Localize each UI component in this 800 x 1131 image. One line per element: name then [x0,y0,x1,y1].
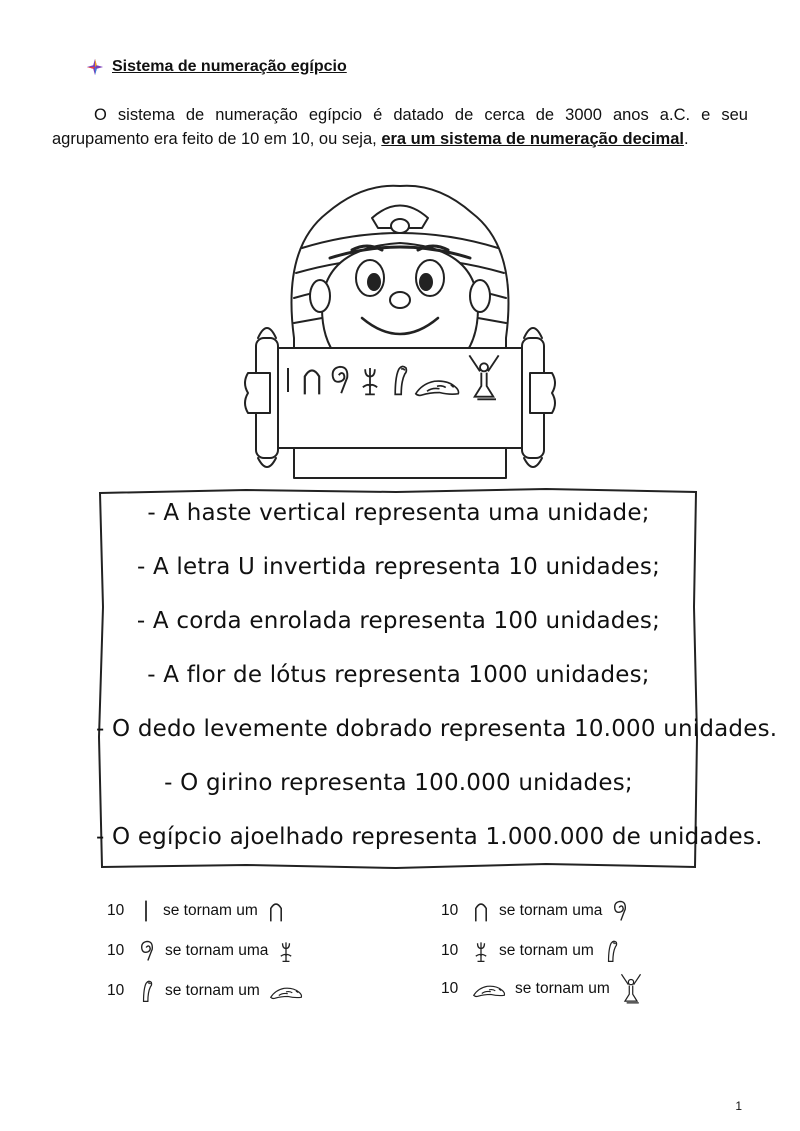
box-line: - A letra U invertida representa 10 unidades; [136,554,661,580]
intro-emphasis: era um sistema de numeração decimal [381,130,684,148]
section-title: Sistema de numeração egípcio [112,58,347,75]
heel-bone-icon [266,898,286,924]
lotus-icon [276,938,296,964]
conversion-row: 10 se tornam um [441,972,644,1006]
heel-bone-icon [471,898,491,924]
conversion-row: 10 se tornam um [107,898,286,924]
intro-paragraph: O sistema de numeração egípcio é datado de cerca de 3000 anos a.C. e seu agrupamento era feito de 10 em 10, ou seja, era um sistema de numeração decimal. [52,106,748,148]
lotus-icon [471,938,491,964]
page-number: 1 [735,1099,742,1113]
box-line: - A flor de lótus representa 1000 unidades; [147,662,650,688]
tadpole-icon [268,979,304,1003]
coil-rope-icon [137,938,157,964]
coil-rope-icon [610,898,630,924]
box-line: - O girino representa 100.000 unidades; [164,770,633,796]
box-line: - A haste vertical representa uma unidade; [147,500,650,526]
info-box [96,490,778,870]
staff-icon [137,898,155,924]
star-bullet-icon [86,58,104,76]
tadpole-icon [471,977,507,1001]
conversion-row: 10 se tornam um [107,978,304,1004]
pharaoh-illustration [222,178,578,488]
finger-icon [137,978,157,1004]
conversion-row: 10 se tornam uma [107,938,296,964]
conversion-row: 10 se tornam uma [441,898,630,924]
finger-icon [602,938,622,964]
kneeling-man-icon [618,972,644,1006]
box-line: - O dedo levemente dobrado representa 10.000 unidades. [96,716,778,742]
box-line: - A corda enrolada representa 100 unidades; [136,608,661,634]
box-line: - O egípcio ajoelhado representa 1.000.000 de unidades. [96,824,763,850]
section-heading [86,58,347,76]
conversion-row: 10 se tornam um [441,938,622,964]
